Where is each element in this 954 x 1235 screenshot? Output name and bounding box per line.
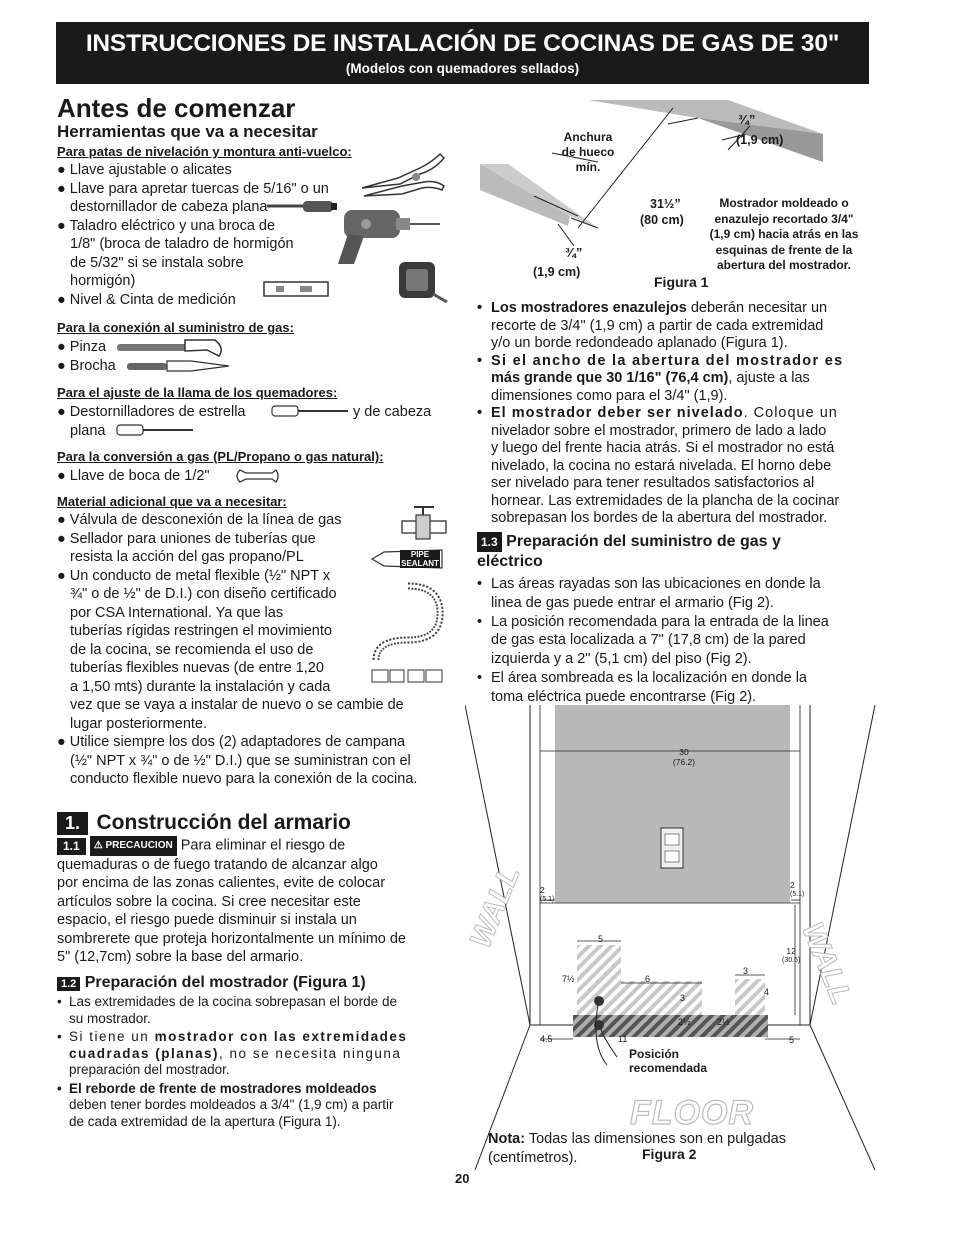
text-line: preparación del mostrador. (69, 1062, 230, 1077)
text-line: mín. (575, 160, 601, 174)
fig1-bot-cm: (1,9 cm) (533, 265, 581, 279)
dim-label: (5.1) (540, 896, 555, 903)
flame-item: ● Destornilladores de estrella (57, 404, 246, 420)
leveling-heading: Para patas de nivelación y montura anti-vuelco: (57, 144, 352, 159)
fig1-top-frac: ¾” (738, 112, 756, 127)
document-title: INSTRUCCIONES DE INSTALACIÓN DE COCINAS DE GAS DE 30" (85, 30, 840, 57)
pipe-wrench-icon (115, 336, 230, 358)
text-line: recorte de 3/4" (1,9 cm) a partir de cada extremidad (491, 317, 824, 334)
fig2-dim-4-5: 4.5 (540, 1034, 553, 1044)
text-run: Todas las dimensiones son en pulgadas (528, 1131, 786, 1147)
dim-label: 2 (540, 885, 545, 895)
fig1-width-in: 31½” (650, 197, 681, 211)
text-line: El área sombreada es la localización en donde la (491, 669, 807, 686)
open-end-wrench-icon (232, 466, 282, 486)
gas-list (57, 339, 116, 375)
dim-label: 2 (790, 880, 795, 890)
section1-3-badge: 1.3 (477, 532, 502, 552)
phillips-screwdriver-icon (270, 402, 355, 420)
text-line: y/o un borde redondeado aplanado (Figura 1). (491, 335, 788, 351)
fig2-note (488, 1130, 786, 1168)
text-run-bold: Nota: (488, 1131, 526, 1147)
fig2-wall-left: WALL (464, 861, 527, 953)
list-item: 1/8" (broca de taladro de hormigón (70, 236, 294, 252)
list-item: tuberías rígidas restringen el movimiento (70, 623, 332, 639)
fig1-bot-frac: ¾” (565, 245, 583, 260)
text-run: Si tiene un (69, 1029, 150, 1044)
list-item: ● Utilice siempre los dos (2) adaptadores de campana (57, 734, 406, 750)
section1-2-list (57, 994, 457, 1130)
tools-heading: Herramientas que va a necesitar (57, 122, 318, 141)
text-run-bold: cuadradas (planas) (69, 1045, 220, 1061)
list-item: • El reborde de frente de mostradores moldeados deben tener bordes moldeados a 3/4" (1,9 cm) a partir de cada extremidad de la apertura (Figura 1). (57, 1080, 394, 1129)
text-line: deben tener bordes moldeados a 3/4" (1,9 cm) a partir (69, 1097, 394, 1112)
extra-heading: Material adicional que va a necesitar: (57, 494, 287, 509)
fig2-dim-3-right: 3 (743, 966, 749, 976)
list-item: ● Válvula de desconexión de la línea de gas (57, 512, 342, 528)
text-line: esquinas de frente de la (715, 242, 853, 257)
text-line: de cada extremidad de la apertura (Figura 1). (69, 1113, 341, 1129)
list-item: • Si el ancho de la abertura del mostrador es más grande que 30 1/16" (76,4 cm), ajuste a las dimensiones como para el 3/4" (1,9). (477, 352, 844, 404)
pliers-icon (358, 148, 448, 208)
list-item: ¾" o de ½" de D.I.) con diseño certificado (70, 586, 337, 602)
brush-icon (125, 358, 235, 374)
text-line-bold: Si el ancho de la abertura del mostrador es (491, 352, 844, 369)
list-item: por CSA International. Ya que las (70, 604, 284, 621)
text-line: sombrerete que proteja horizontalmente un mínimo de (57, 930, 406, 947)
list-item: ● Brocha (57, 357, 116, 374)
dim-label: (5.1) (790, 891, 805, 898)
text-line: Las áreas rayadas son las ubicaciones en donde la (491, 576, 821, 592)
section1-2-title: Preparación del mostrador (Figura 1) (84, 974, 366, 991)
list-item: ● Sellador para uniones de tuberías que (57, 530, 316, 547)
shutoff-valve-icon (400, 505, 448, 545)
list-item: ● Llave para apretar tuercas de 5/16" o un (57, 180, 329, 197)
fig1-top-cm: (1,9 cm) (736, 133, 784, 147)
list-item: resista la acción del gas propano/PL (70, 549, 304, 565)
list-item: • La posición recomendada para la entrada de la linea de gas esta localizada a 7" (17,8 cm) de la pared izquierda y a 2" (5,1 cm) del piso (Fig 2). (477, 613, 829, 668)
warning-badge: ⚠ PRECAUCION (90, 836, 177, 856)
fig2-dim-2-right (790, 880, 804, 900)
text-line: espacio, el riesgo puede disminuir si instala un (57, 912, 357, 928)
section1-heading (57, 811, 351, 835)
list-item: ● Un conducto de metal flexible (½" NPT x (57, 567, 331, 584)
flame-heading: Para el ajuste de la llama de los quemadores: (57, 385, 338, 400)
text-line: izquierda y a 2" (5,1 cm) del piso (Fig 2). (491, 651, 752, 668)
text-line: Anchura (563, 130, 613, 144)
text-line: 5" (12,7cm) sobre la base del armario. (57, 949, 304, 965)
dim-label: (76.2) (672, 757, 696, 767)
level-icon (262, 278, 332, 300)
list-item: (½" NPT x ¾" o de ½" D.I.) que se suministran con el (70, 752, 411, 769)
list-item: ● Nivel & Cinta de medición (57, 291, 236, 308)
flex-connector-icon (368, 580, 448, 690)
text-line: de hueco (561, 145, 615, 159)
fig2-wall-right: WALL (795, 918, 858, 1010)
flame-item-c: plana (70, 423, 106, 439)
fig1-width-cm: (80 cm) (640, 213, 684, 227)
section1-1-first: Para eliminar el riesgo de (180, 837, 346, 854)
section1-title: Construcción del armario (96, 811, 351, 834)
list-item: tuberías flexibles nuevas (de entre 1,20 (70, 660, 324, 676)
list-item: hormigón) (70, 273, 136, 289)
text-line: sobrepasan los bordes de la abertura del mostrador. (491, 510, 828, 526)
flame-item-b: y de cabeza (353, 404, 432, 420)
text-run: , no se necesita ninguna (219, 1045, 402, 1061)
list-item: ● Pinza (57, 339, 107, 355)
text-run-bold: mostrador con las extremidades (154, 1029, 408, 1044)
list-item: vez que se vaya a instalar de nuevo o se cambie de (70, 697, 404, 713)
fig2-dim-5-top: 5 (598, 934, 604, 944)
text-line: (centímetros). (488, 1150, 578, 1166)
flat-screwdriver-icon (115, 421, 200, 439)
text-run-bold: El mostrador deber ser nivelado (491, 405, 744, 421)
tape-measure-icon (395, 258, 450, 306)
text-line: abertura del mostrador. (716, 258, 852, 272)
text-line: hornear. Las extremidades de la plancha de la cocinar (491, 492, 840, 509)
text-line: Mostrador moldeado o (719, 196, 849, 210)
fig1-note (693, 196, 875, 274)
section1-1-text (57, 836, 452, 967)
figure1-caption: Figura 1 (654, 274, 709, 290)
fig2-dim-4: 4 (764, 987, 770, 997)
list-item: • Si tiene un mostrador con las extremidades cuadradas (planas), no se necesita ninguna preparación del mostrador. (57, 1029, 408, 1077)
conversion-heading: Para la conversión a gas (PL/Propano o gas natural): (57, 449, 384, 464)
text-line: Posición (629, 1047, 680, 1061)
text-run-bold: Los mostradores enazulejos (491, 300, 687, 316)
warning-label: PRECAUCION (105, 840, 173, 851)
list-item: ● Llave ajustable o alicates (57, 162, 232, 178)
text-line: por encima de las zonas calientes, evite de colocar (57, 875, 386, 891)
list-item: ● Taladro eléctrico y una broca de (57, 217, 276, 234)
section1-3-title-cont: eléctrico (477, 553, 543, 570)
section1-2-heading (57, 974, 366, 992)
section1-2-badge: 1.2 (57, 977, 80, 991)
section1-3-heading (477, 532, 877, 572)
dim-label: 12 (786, 946, 796, 956)
text-line: nivelado, la cocina no estará nivelada. El horno debe (491, 457, 832, 474)
section1-badge: 1. (57, 812, 88, 835)
text-line: su mostrador. (69, 1010, 151, 1026)
conversion-item: ● Llave de boca de 1/2" (57, 468, 210, 484)
list-item: lugar posteriormente. (70, 715, 208, 732)
text-line: dimensiones como para el 3/4" (1,9). (491, 387, 728, 404)
list-item: de la cocina, se recomienda el uso de (70, 641, 314, 658)
document-subtitle: (Modelos con quemadores sellados) (345, 61, 580, 76)
list-item: • Las extremidades de la cocina sobrepasan el borde de su mostrador. (57, 994, 397, 1026)
text-line: linea de gas puede entrar el armario (Fig 2). (491, 594, 774, 611)
section1-1-badge: 1.1 (57, 838, 86, 856)
figure2-caption: Figura 2 (642, 1146, 697, 1162)
text-run: . Coloque un (743, 405, 838, 421)
text-run: , ajuste a las (728, 370, 810, 386)
fig2-dim-6: 6 (645, 974, 651, 984)
list-item: a 1,50 mts) durante la instalación y cada (70, 678, 331, 695)
list-item: destornillador de cabeza plana (70, 199, 268, 215)
section1-3-list (477, 575, 877, 707)
text-line: (1,9 cm) hacia atrás en las (709, 227, 859, 241)
text-run: deberán necesitar un (690, 300, 828, 316)
list-item: de 5/32" si se instala sobre (70, 254, 244, 271)
fig2-dim-2-left (540, 885, 554, 905)
pipe-sealant-tube (370, 546, 445, 572)
section1-3-title: Preparación del suministro de gas y (506, 533, 781, 550)
fig2-dim-30 (669, 747, 699, 767)
fig2-dim-3-mid: 3 (680, 993, 686, 1003)
fig2-dim-12 (782, 946, 800, 966)
fig2-posicion (629, 1047, 707, 1075)
fig2-dim-2-half-b: 2½ (717, 1017, 730, 1027)
text-run-bold: más grande que 30 1/16" (76,4 cm) (491, 370, 729, 386)
fig2-dim-11: 11 (618, 1034, 628, 1044)
list-item: • El mostrador deber ser nivelado. Coloque un nivelador sobre el mostrador, primero de lado a lado y luego del frente hacia atrás. Si el mostrador no está nivelado, la cocina no estará nivelada. El horno debe ser nivelado para tener resultados satisfactorios al hornear. Las extremidades de la plancha de la cocinar sobrepasan los bordes de la abertura del mostrador. (477, 405, 840, 526)
before-heading: Antes de comenzar (57, 93, 296, 123)
fig1-label-anchura (548, 130, 628, 175)
text-line: La posición recomendada para la entrada de la linea (491, 613, 829, 630)
text-line: ser nivelado para tener resultados satisfactorios al (491, 475, 815, 491)
list-item: • Las áreas rayadas son las ubicaciones en donde la linea de gas puede entrar el armario (Fig 2). (477, 576, 821, 611)
text-line: nivelador sobre el mostrador, primero de lado a lado (491, 422, 827, 439)
title-banner (56, 22, 869, 84)
text-line: Las extremidades de la cocina sobrepasan el borde de (69, 994, 397, 1009)
sealant-label-line2: SEALANT (401, 559, 439, 568)
sealant-label-line1: PIPE (410, 550, 430, 559)
fig2-dim-5-bottom: 5 (789, 1035, 795, 1045)
page-number: 20 (455, 1171, 470, 1186)
text-line: artículos sobre la cocina. Si cree necesitar este (57, 893, 361, 910)
text-line: quemaduras o de fuego tratando de alcanzar algo (57, 856, 378, 873)
countertop-notes (477, 300, 877, 528)
fig2-floor: FLOOR (630, 1094, 754, 1132)
fig2-dim-7-half: 7½ (562, 974, 575, 984)
dim-label: (30.5) (782, 957, 801, 964)
text-line: de gas esta localizada a 7" (17,8 cm) de la pared (491, 632, 806, 649)
list-item: • Los mostradores enazulejos deberán necesitar un recorte de 3/4" (1,9 cm) a partir de cada extremidad y/o un borde redondeado aplanado (Figura 1). (477, 300, 828, 351)
fig2-dim-2-half-a: 2½ (678, 1017, 691, 1027)
text-line: recomendada (629, 1061, 708, 1075)
text-line-bold: El reborde de frente de mostradores moldeados (69, 1080, 377, 1096)
dim-label: 30 (679, 747, 689, 757)
text-line: toma eléctrica puede encontrarse (Fig 2). (491, 688, 757, 705)
text-line: enazulejo recortado 3/4" (714, 211, 854, 226)
list-item: • El área sombreada es la localización en donde la toma eléctrica puede encontrarse (Fig 2). (477, 669, 807, 705)
text-line: y luego del frente hacia atrás. Si el mostrador no está (491, 440, 835, 456)
gas-heading: Para la conexión al suministro de gas: (57, 320, 294, 335)
list-item: conducto flexible nuevo para la conexión de la cocina. (70, 771, 418, 787)
